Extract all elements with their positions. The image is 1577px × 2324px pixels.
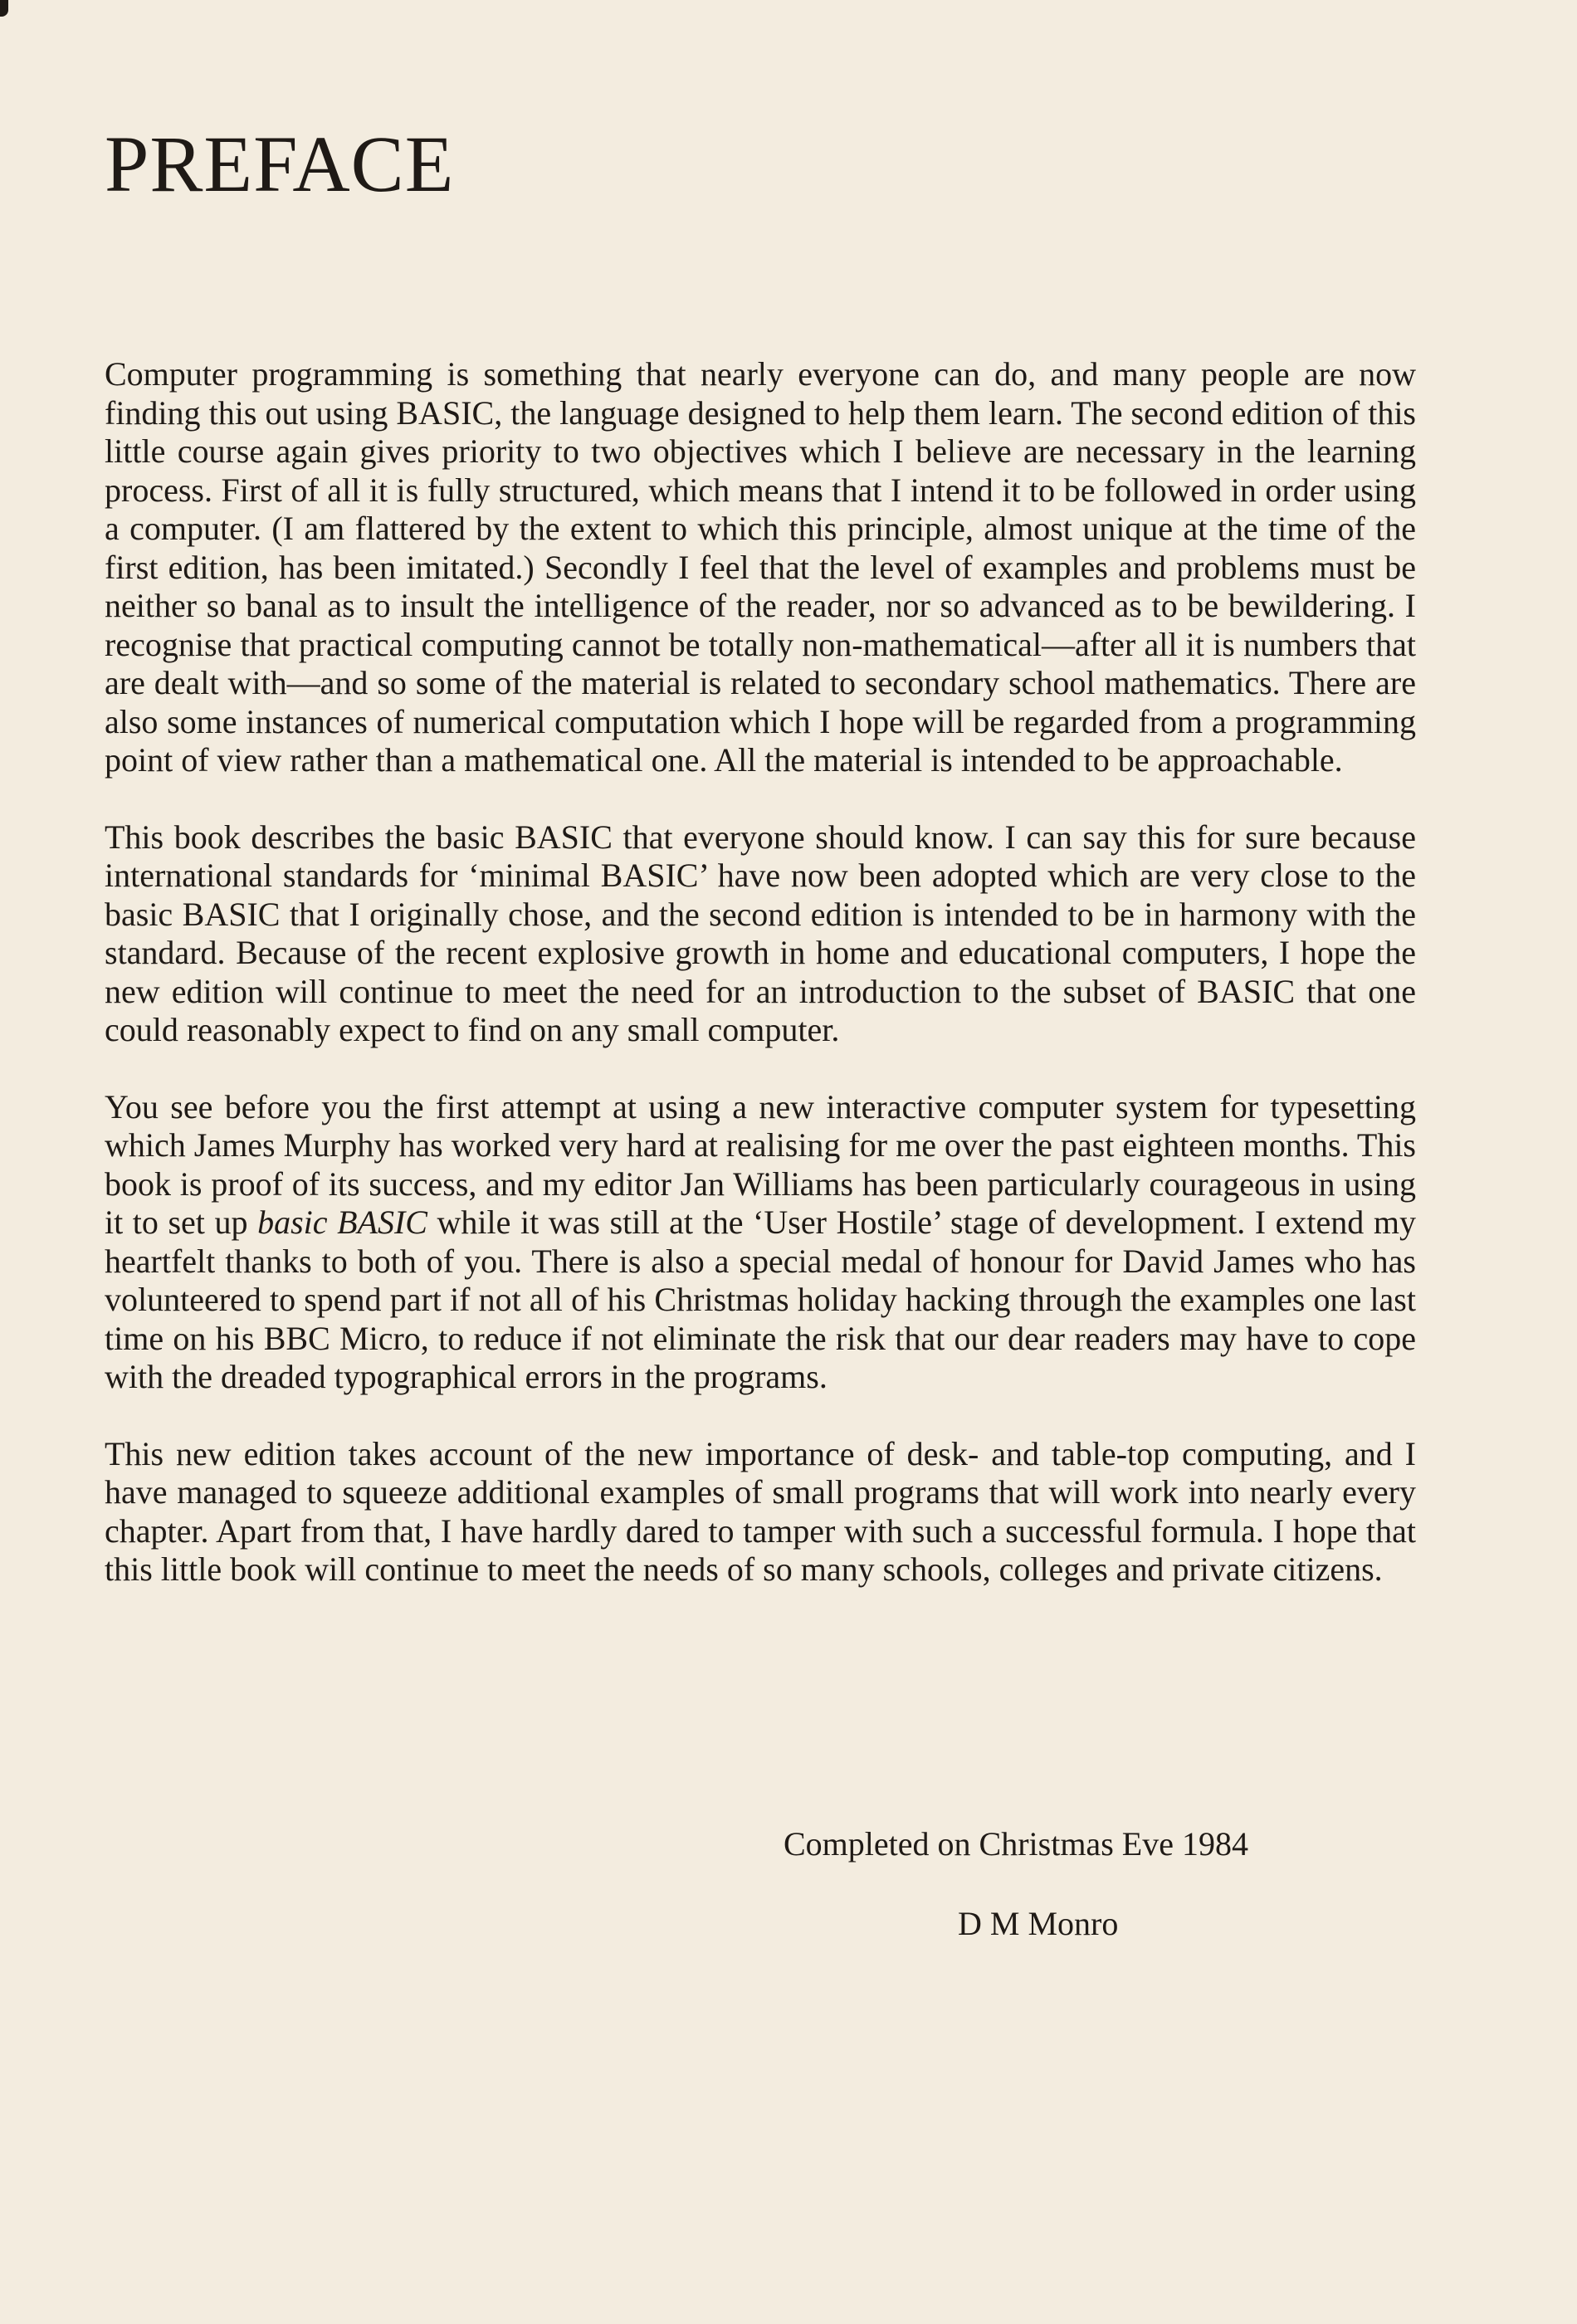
book-title-italic: basic BASIC	[257, 1204, 427, 1241]
corner-mark	[0, 0, 8, 17]
author-signature: D M Monro	[958, 1905, 1119, 1942]
paragraph-1: Computer programming is something that nearly everyone can do, and many people are now finding this out using BASIC, the language designed to help them learn. The second edition of this little course again gives priority to two objectives which I believe are necessary in the learning process. First of all it is fully structured, which means that I intend it to be followed in order using a computer. (I am flattered by the extent to which this principle, almost unique at the time of the first edition, has been imitated.) Secondly I feel that the level of examples and problems must be neither so banal as to insult the intelligence of the reader, nor so advanced as to be bewildering. I recognise that practical computing cannot be totally non-mathematical—after all it is numbers that are dealt with—and so some of the material is related to secondary school mathematics. There are also some instances of numerical computation which I hope will be regarded from a programming point of view rather than a mathematical one. All the material is intended to be approachable.	[105, 355, 1416, 779]
preface-body	[105, 355, 1416, 1628]
completion-date: Completed on Christmas Eve 1984	[784, 1825, 1248, 1863]
paragraph-3-start: You see before you the first attempt at using a new interactive computer system for typesetting which James Murphy has worked very hard at realising for me over the past eighteen months. This book is proof of its success, and my editor Jan Williams has been particularly courageous in using it to set up	[105, 1087, 1416, 1241]
paragraph-3	[105, 1088, 1416, 1397]
page-title: PREFACE	[105, 120, 455, 208]
paragraph-2: This book describes the basic BASIC that everyone should know. I can say this for sure because international standards for ‘minimal BASIC’ have now been adopted which are very close to the basic BASIC that I originally chose, and the second edition is intended to be in harmony with the standard. Because of the recent explosive growth in home and educational computers, I hope the new edition will continue to meet the need for an introduction to the subset of BASIC that one could reasonably expect to find on any small computer.	[105, 818, 1416, 1048]
paragraph-4: This new edition takes account of the new importance of desk- and table-top computing, and I have managed to squeeze additional examples of small programs that will work into nearly every chapter. Apart from that, I have hardly dared to tamper with such a successful formula. I hope that this little book will continue to meet the needs of so many schools, colleges and private citizens.	[105, 1434, 1416, 1588]
paragraph-3-end: while it was still at the ‘User Hostile’ stage of development. I extend my heartfelt thanks to both of you. There is also a special medal of honour for David James who has volunteered to spend part if not all of his Christmas holiday hacking through the examples one last time on his BBC Micro, to reduce if not eliminate the risk that our dear readers may have to cope with the dreaded typographical errors in the programs.	[105, 1204, 1416, 1395]
